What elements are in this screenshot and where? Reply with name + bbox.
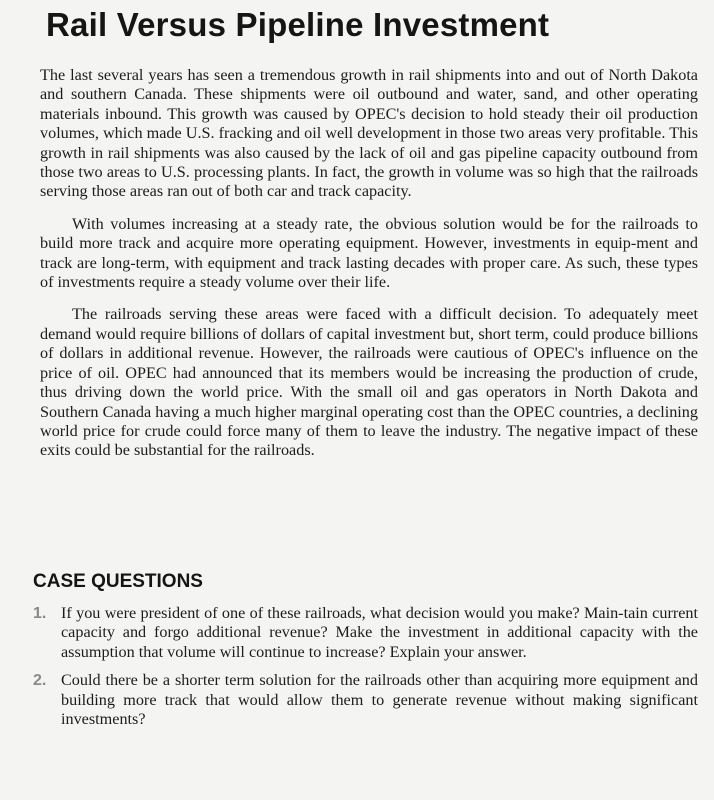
case-body: [40, 66, 698, 474]
question-number: 1.: [33, 605, 47, 622]
question-text: Could there be a shorter term solution for the railroads other than acquiring more equipment and building more track that would allow them to generate revenue without making significant investments?: [61, 671, 698, 729]
paragraph-1: The last several years has seen a tremendous growth in rail shipments into and out of North Dakota and southern Canada. These shipments were oil outbound and water, sand, and other operating materials inbound. This growth was caused by OPEC's decision to hold steady their oil production volumes, which made U.S. fracking and oil well development in those two areas very profitable. This growth in rail shipments was also caused by the lack of oil and gas pipeline capacity outbound from those two areas to U.S. processing plants. In fact, the growth in volume was so high that the railroads serving those areas ran out of both car and track capacity.: [40, 66, 698, 201]
case-question-2: [33, 671, 698, 729]
page-title: Rail Versus Pipeline Investment: [46, 6, 550, 43]
paragraph-2: With volumes increasing at a steady rate, the obvious solution would be for the railroads to build more track and acquire more operating equipment. However, investments in equip-ment and track are long-term, with equipment and track lasting decades with proper care. As such, these types of investments require a steady volume over their life.: [40, 214, 698, 292]
paragraph-3: The railroads serving these areas were faced with a difficult decision. To adequately meet demand would require billions of dollars of capital investment but, short term, could produce billions of dollars in additional revenue. However, the railroads were cautious of OPEC's influence on the price of oil. OPEC had announced that its members would be increasing the production of crude, thus driving down the world price. With the small oil and gas operators in North Dakota and Southern Canada having a much higher marginal operating cost than the OPEC countries, a declining world price for crude could force many of them to leave the industry. The negative impact of these exits could be substantial for the railroads.: [40, 305, 698, 460]
case-questions-list: [33, 604, 698, 738]
case-questions-heading: CASE QUESTIONS: [33, 571, 203, 592]
case-question-1: [33, 604, 698, 662]
question-number: 2.: [33, 672, 47, 690]
question-text: If you were president of one of these railroads, what decision would you make? Main-tain current capacity and forgo additional revenue? Make the investment in additional capacity with the assumption that volume will continue to increase? Explain your answer.: [61, 604, 698, 661]
